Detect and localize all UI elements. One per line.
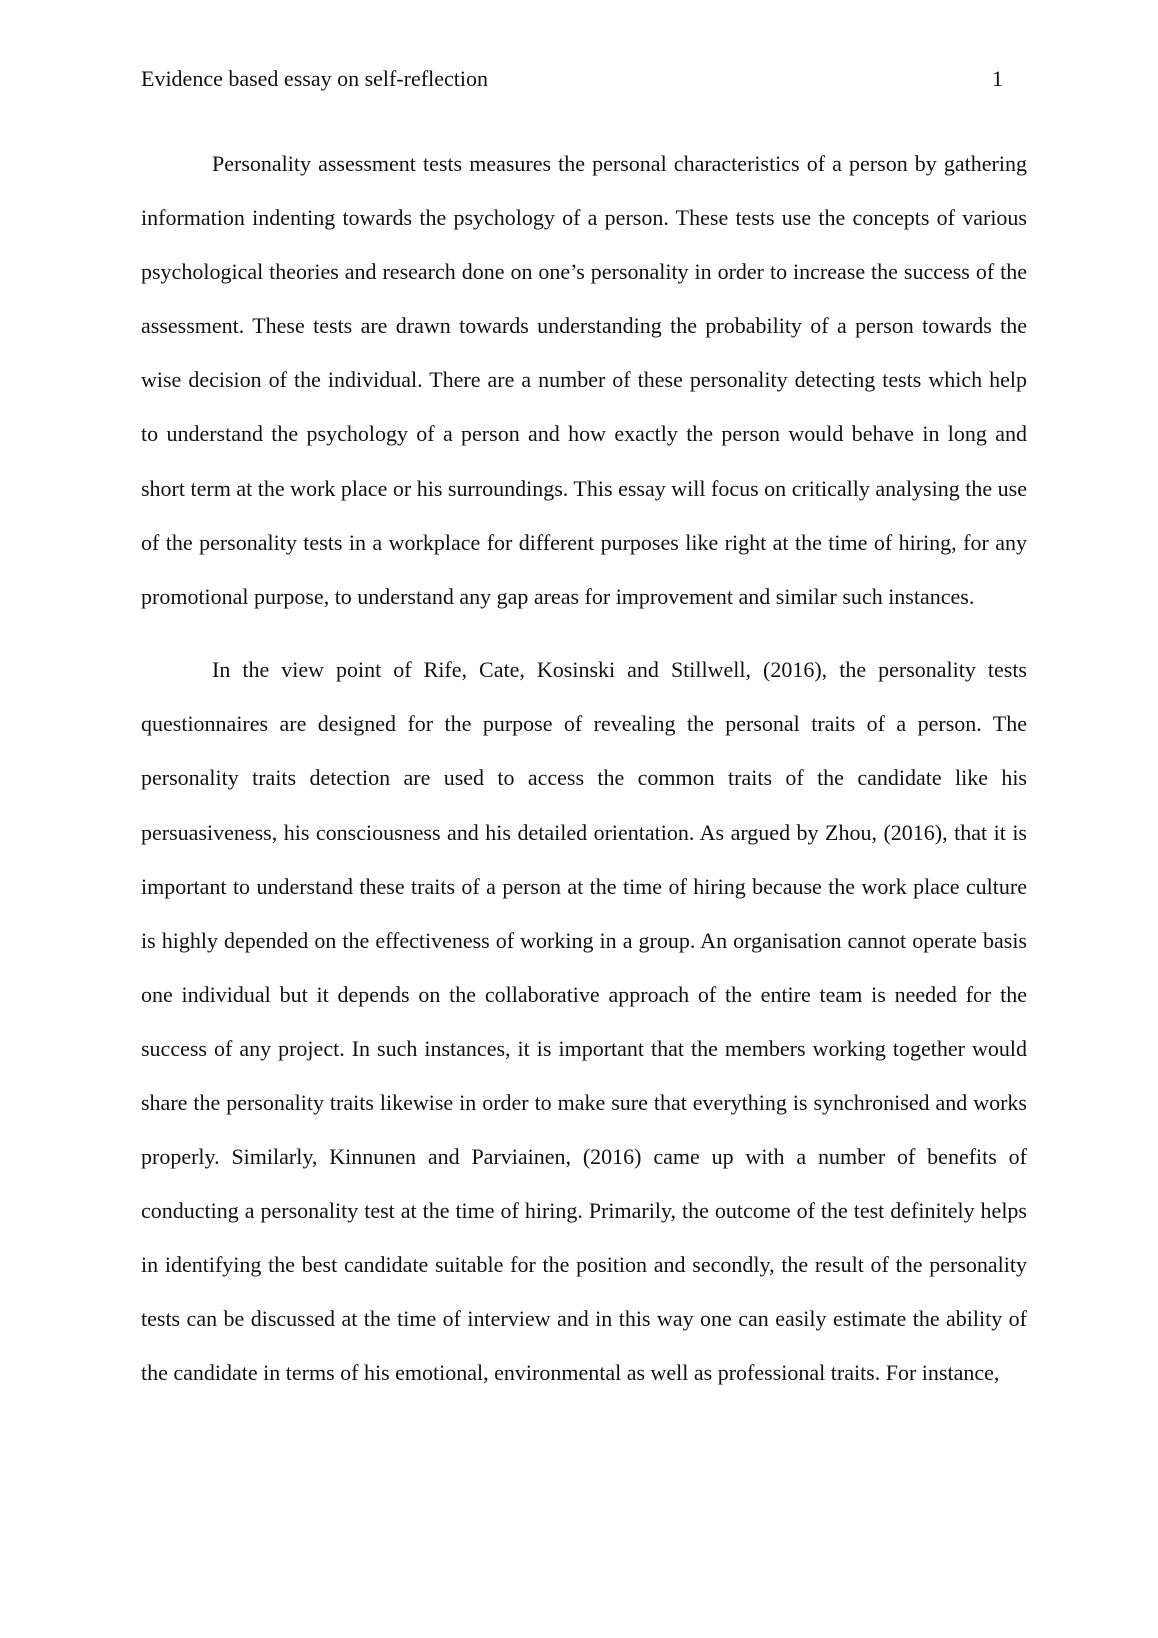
essay-body	[141, 137, 1027, 1420]
page-number: 1	[992, 66, 1003, 91]
paragraph-hiring-traits: In the view point of Rife, Cate, Kosinski and Stillwell, (2016), the personality tests questionnaires are designed for the purpose of revealing the personal traits of a person. The personality traits detection are used to access the common traits of the candidate like his persuasiveness, his consciousness and his detailed orientation. As argued by Zhou, (2016), that it is important to understand these traits of a person at the time of hiring because the work place culture is highly depended on the effectiveness of working in a group. An organisation cannot operate basis one individual but it depends on the collaborative approach of the entire team is needed for the success of any project. In such instances, it is important that the members working together would share the personality traits likewise in order to make sure that everything is synchronised and works properly. Similarly, Kinnunen and Parviainen, (2016) came up with a number of benefits of conducting a personality test at the time of hiring. Primarily, the outcome of the test definitely helps in identifying the best candidate suitable for the position and secondly, the result of the personality tests can be discussed at the time of interview and in this way one can easily estimate the ability of the candidate in terms of his emotional, environmental as well as professional traits. For instance,	[141, 657, 1027, 1386]
running-head	[141, 64, 1003, 94]
running-head-title: Evidence based essay on self-reflection	[141, 66, 488, 91]
paragraph-intro: Personality assessment tests measures the personal characteristics of a person by gathering information indenting towards the psychology of a person. These tests use the concepts of various psychological theories and research done on one’s personality in order to increase the success of the assessment. These tests are drawn towards understanding the probability of a person towards the wise decision of the individual. There are a number of these personality detecting tests which help to understand the psychology of a person and how exactly the person would behave in long and short term at the work place or his surroundings. This essay will focus on critically analysing the use of the personality tests in a workplace for different purposes like right at the time of hiring, for any promotional purpose, to understand any gap areas for improvement and similar such instances.	[141, 151, 1027, 609]
